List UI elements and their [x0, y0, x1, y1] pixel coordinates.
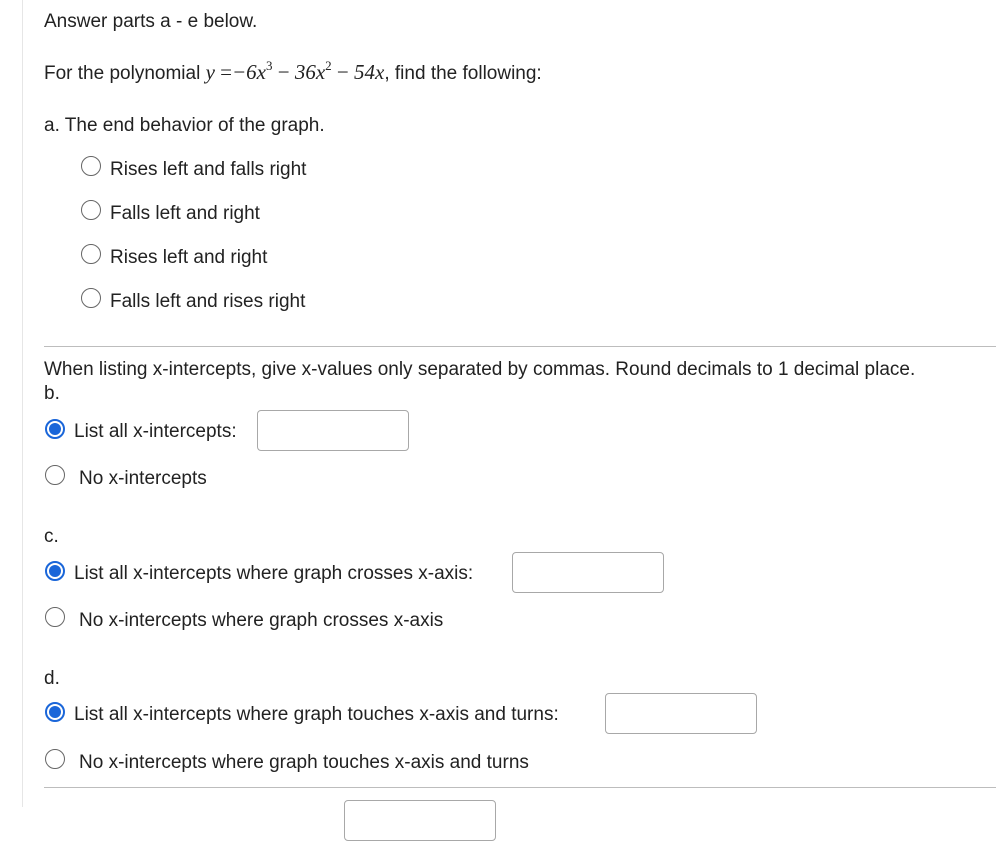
option-label: No x-intercepts [79, 468, 207, 489]
radio-button-selected[interactable] [45, 702, 65, 722]
option-label: Rises left and falls right [110, 159, 307, 180]
divider [44, 787, 996, 788]
radio-button-selected[interactable] [45, 419, 65, 439]
part-b-label: b. [44, 383, 60, 404]
next-part-input[interactable] [344, 800, 496, 841]
option-label: No x-intercepts where graph touches x-axis and turns [79, 752, 529, 773]
part-a-label: a. The end behavior of the graph. [44, 115, 325, 136]
radio-button[interactable] [81, 200, 101, 220]
intro-text: Answer parts a - e below. [44, 11, 258, 32]
part-d-label: d. [44, 668, 60, 689]
radio-button[interactable] [81, 156, 101, 176]
radio-button[interactable] [81, 288, 101, 308]
touches-x-axis-input[interactable] [605, 693, 757, 734]
radio-button-selected[interactable] [45, 561, 65, 581]
radio-button[interactable] [45, 607, 65, 627]
option-label: List all x-intercepts: [74, 421, 237, 442]
question-prefix: For the polynomial [44, 63, 206, 84]
x-intercepts-input[interactable] [257, 410, 409, 451]
radio-button[interactable] [45, 465, 65, 485]
divider [44, 346, 996, 347]
left-border [22, 0, 23, 807]
polynomial-equation: $y =-6x^3 - 36x^2 - 54x$ [205, 58, 385, 84]
radio-button[interactable] [81, 244, 101, 264]
option-label: Rises left and right [110, 247, 268, 268]
option-label: No x-intercepts where graph crosses x-axis [79, 610, 444, 631]
crosses-x-axis-input[interactable] [512, 552, 664, 593]
radio-button[interactable] [45, 749, 65, 769]
option-label: Falls left and rises right [110, 291, 306, 312]
question-line [44, 60, 542, 85]
option-label: List all x-intercepts where graph crosses x-axis: [74, 563, 474, 584]
option-label: List all x-intercepts where graph touches x-axis and turns: [74, 704, 559, 725]
option-label: Falls left and right [110, 203, 260, 224]
part-c-label: c. [44, 526, 59, 547]
instructions-text: When listing x-intercepts, give x-values only separated by commas. Round decimals to 1 decimal place. [44, 359, 916, 380]
question-suffix: , find the following: [384, 63, 542, 84]
